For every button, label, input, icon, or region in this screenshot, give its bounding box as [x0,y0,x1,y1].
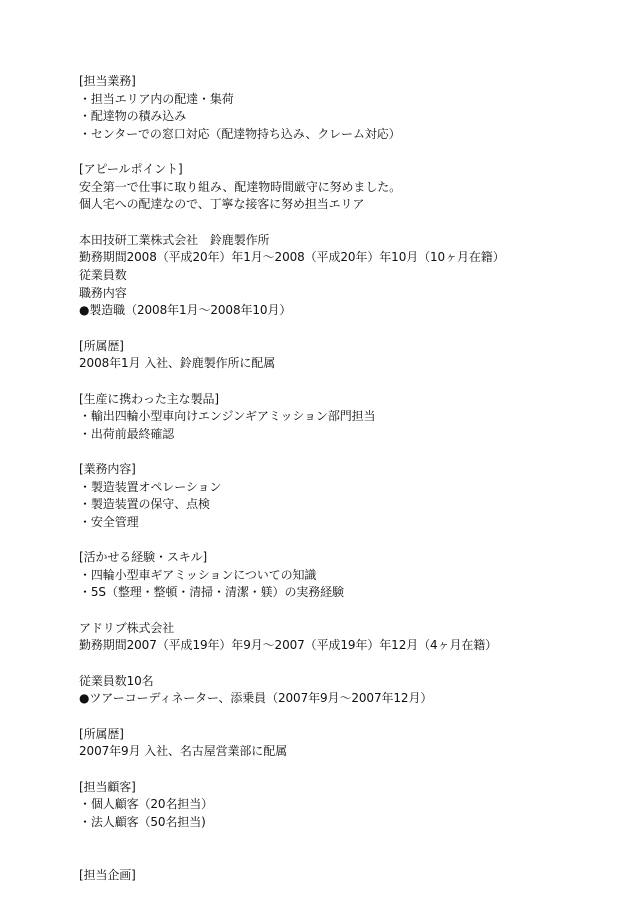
section-appeal-points [79,161,599,214]
section-heading: [アピールポイント] [79,162,183,177]
section-assigned-clients [79,779,599,832]
section-assigned-planning [79,867,599,885]
company-name: アドリブ株式会社 [79,620,175,635]
section-affiliation-history-adlib [79,726,599,761]
bullet-item: ・法人顧客（50名担当) [79,814,206,829]
employee-count: 従業員数10名 [79,673,154,688]
bullet-item: ・5S（整理・整頓・清掃・清潔・躾）の実務経験 [79,585,344,600]
section-adlib-role [79,673,599,708]
section-work-content [79,461,599,531]
section-heading: [活かせる経験・スキル] [79,550,208,565]
section-products [79,391,599,444]
section-heading: [担当業務] [79,74,136,88]
section-company-honda [79,232,599,320]
resume-text-body [79,73,599,902]
company-name: 本田技研工業株式会社 鈴鹿製作所 [79,232,270,247]
bullet-item: ・製造装置オペレーション [79,479,222,494]
employment-period: 勤務期間2007（平成19年）年9月〜2007（平成19年）年12月（4ヶ月在籍） [79,638,498,653]
section-heading: [業務内容] [79,462,136,477]
bullet-item: ・安全管理 [79,514,139,529]
bullet-item: ・担当エリア内の配達・集荷 [79,91,234,106]
section-affiliation-history-honda [79,338,599,373]
bullet-item: ・四輪小型車ギアミッションについての知識 [79,567,317,582]
bullet-item: ・輸出四輪小型車向けエンジンギアミッション部門担当 [79,409,376,424]
bullet-item: ・個人顧客（20名担当） [79,797,214,812]
body-text: 安全第一で仕事に取り組み、配達物時間厳守に努めました。 [79,179,402,194]
section-company-adlib [79,620,599,655]
bullet-item: ・配達物の積み込み [79,109,187,124]
employee-count: 従業員数 [79,267,127,282]
body-text: 個人宅への配達なので、丁寧な接客に努め担当エリア [79,197,365,212]
section-assigned-duties [79,73,599,143]
bullet-item: ・センターでの窓口対応（配達物持ち込み、クレーム対応） [79,126,401,141]
section-heading: [所属歴] [79,338,124,353]
job-title: ●ツアーコーディネーター、添乗員（2007年9月〜2007年12月） [79,691,433,706]
body-text: 2007年9月 入社、名古屋営業部に配属 [79,744,287,759]
employment-period: 勤務期間2008（平成20年）年1月〜2008（平成20年）年10月（10ヶ月在籍） [79,250,505,265]
section-heading: [生産に携わった主な製品] [79,391,219,406]
section-heading: [担当企画] [79,867,136,882]
job-title: ●製造職（2008年1月〜2008年10月） [79,303,292,318]
section-heading: [担当顧客] [79,779,136,794]
bullet-item: ・出荷前最終確認 [79,426,175,441]
bullet-item: ・製造装置の保守、点検 [79,497,210,512]
body-text: 2008年1月 入社、鈴鹿製作所に配属 [79,356,276,371]
section-skills [79,549,599,602]
job-description-label: 職務内容 [79,285,127,300]
section-heading: [所属歴] [79,726,124,741]
